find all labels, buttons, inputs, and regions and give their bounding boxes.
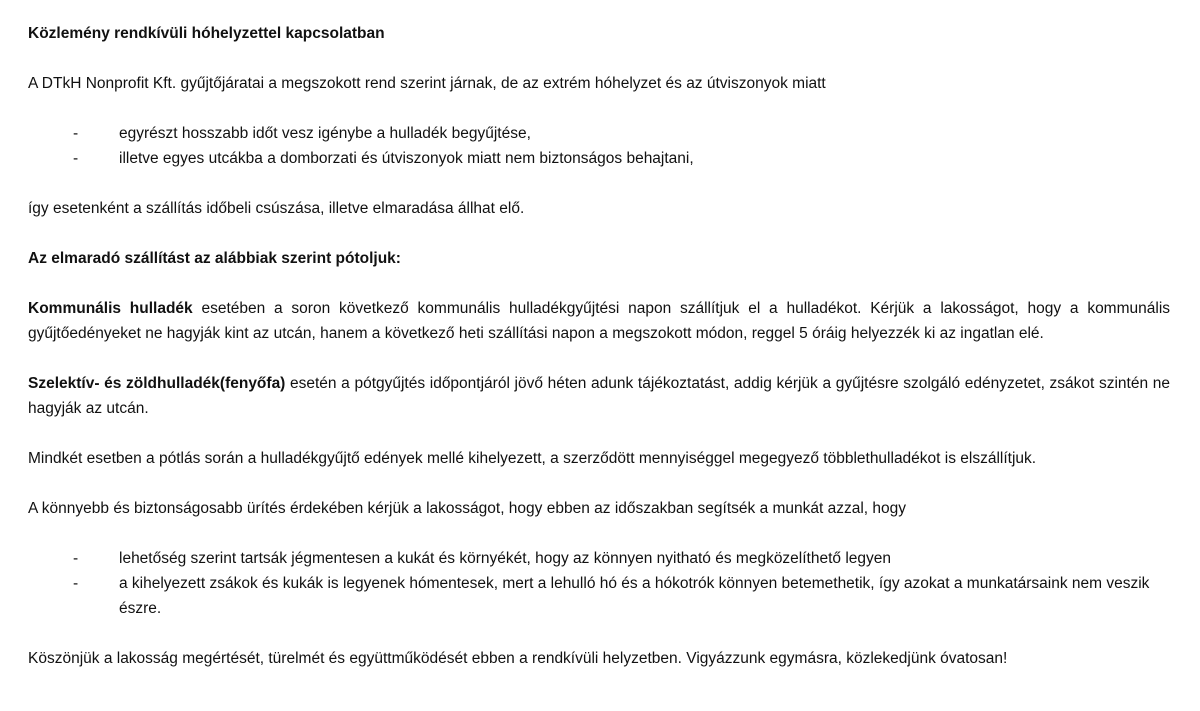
communal-waste-text: esetében a soron következő kommunális hulladékgyűjtési napon szállítjuk el a hulladékot. Kérjük a lakosságot, hogy a kommunális gyűjtőedényeket ne hagyják kint az utcán, hanem a következő heti szállítási napon a megszokott módon, reggel 5 óráig helyezzék ki az ingatlan elé. xyxy=(28,300,1171,342)
dash-bullet: - xyxy=(73,125,79,142)
dash-bullet: - xyxy=(73,575,79,592)
announcement-title: Közlemény rendkívüli hóhelyzettel kapcsolatban xyxy=(28,25,385,42)
replacement-heading: Az elmaradó szállítást az alábbiak szerint pótoljuk: xyxy=(28,250,401,267)
communal-waste-label: Kommunális hulladék xyxy=(28,300,193,317)
request-intro-paragraph: A könnyebb és biztonságosabb ürítés érdekében kérjük a lakosságot, hogy ebben az időszakban segítsék a munkát azzal, hogy xyxy=(28,500,907,517)
list-item-text: a kihelyezett zsákok és kukák is legyenek hómentesek, mert a lehulló hó és a hókotrók könnyen betemethetik, így azokat a munkatársaink nem veszik észre. xyxy=(119,575,1150,617)
list-item-text: lehetőség szerint tartsák jégmentesen a kukát és környékét, hogy az könnyen nyitható és megközelíthető legyen xyxy=(119,550,892,567)
list-item-text: egyrészt hosszabb időt vesz igénybe a hulladék begyűjtése, xyxy=(119,125,531,142)
list-item-text: illetve egyes utcákba a domborzati és útviszonyok miatt nem biztonságos behajtani, xyxy=(119,150,694,167)
list-item xyxy=(28,146,1170,171)
requests-list xyxy=(28,546,1170,621)
selective-waste-label: Szelektív- és zöldhulladék(fenyőfa) xyxy=(28,375,286,392)
reasons-list xyxy=(28,121,1170,171)
dash-bullet: - xyxy=(73,150,79,167)
intro-paragraph: A DTkH Nonprofit Kft. gyűjtőjáratai a megszokott rend szerint járnak, de az extrém hóhelyzet és az útviszonyok miatt xyxy=(28,75,826,92)
dash-bullet: - xyxy=(73,550,79,567)
list-item xyxy=(28,546,1170,571)
consequence-paragraph: így esetenként a szállítás időbeli csúszása, illetve elmaradása állhat elő. xyxy=(28,200,525,217)
list-item xyxy=(28,571,1170,621)
communal-waste-paragraph xyxy=(28,296,1170,346)
list-item xyxy=(28,121,1170,146)
closing-paragraph: Köszönjük a lakosság megértését, türelmét és együttműködését ebben a rendkívüli helyzetben. Vigyázzunk egymásra, közlekedjünk óvatosan! xyxy=(28,650,1008,667)
selective-waste-paragraph xyxy=(28,371,1170,421)
both-cases-paragraph: Mindkét esetben a pótlás során a hulladékgyűjtő edények mellé kihelyezett, a szerződött mennyiséggel megegyező többlethulladékot is elszállítjuk. xyxy=(28,450,1037,467)
selective-waste-text: esetén a pótgyűjtés időpontjáról jövő héten adunk tájékoztatást, addig kérjük a gyűjtésre szolgáló edényzetet, zsákot szintén ne hagyják az utcán. xyxy=(28,375,1170,417)
